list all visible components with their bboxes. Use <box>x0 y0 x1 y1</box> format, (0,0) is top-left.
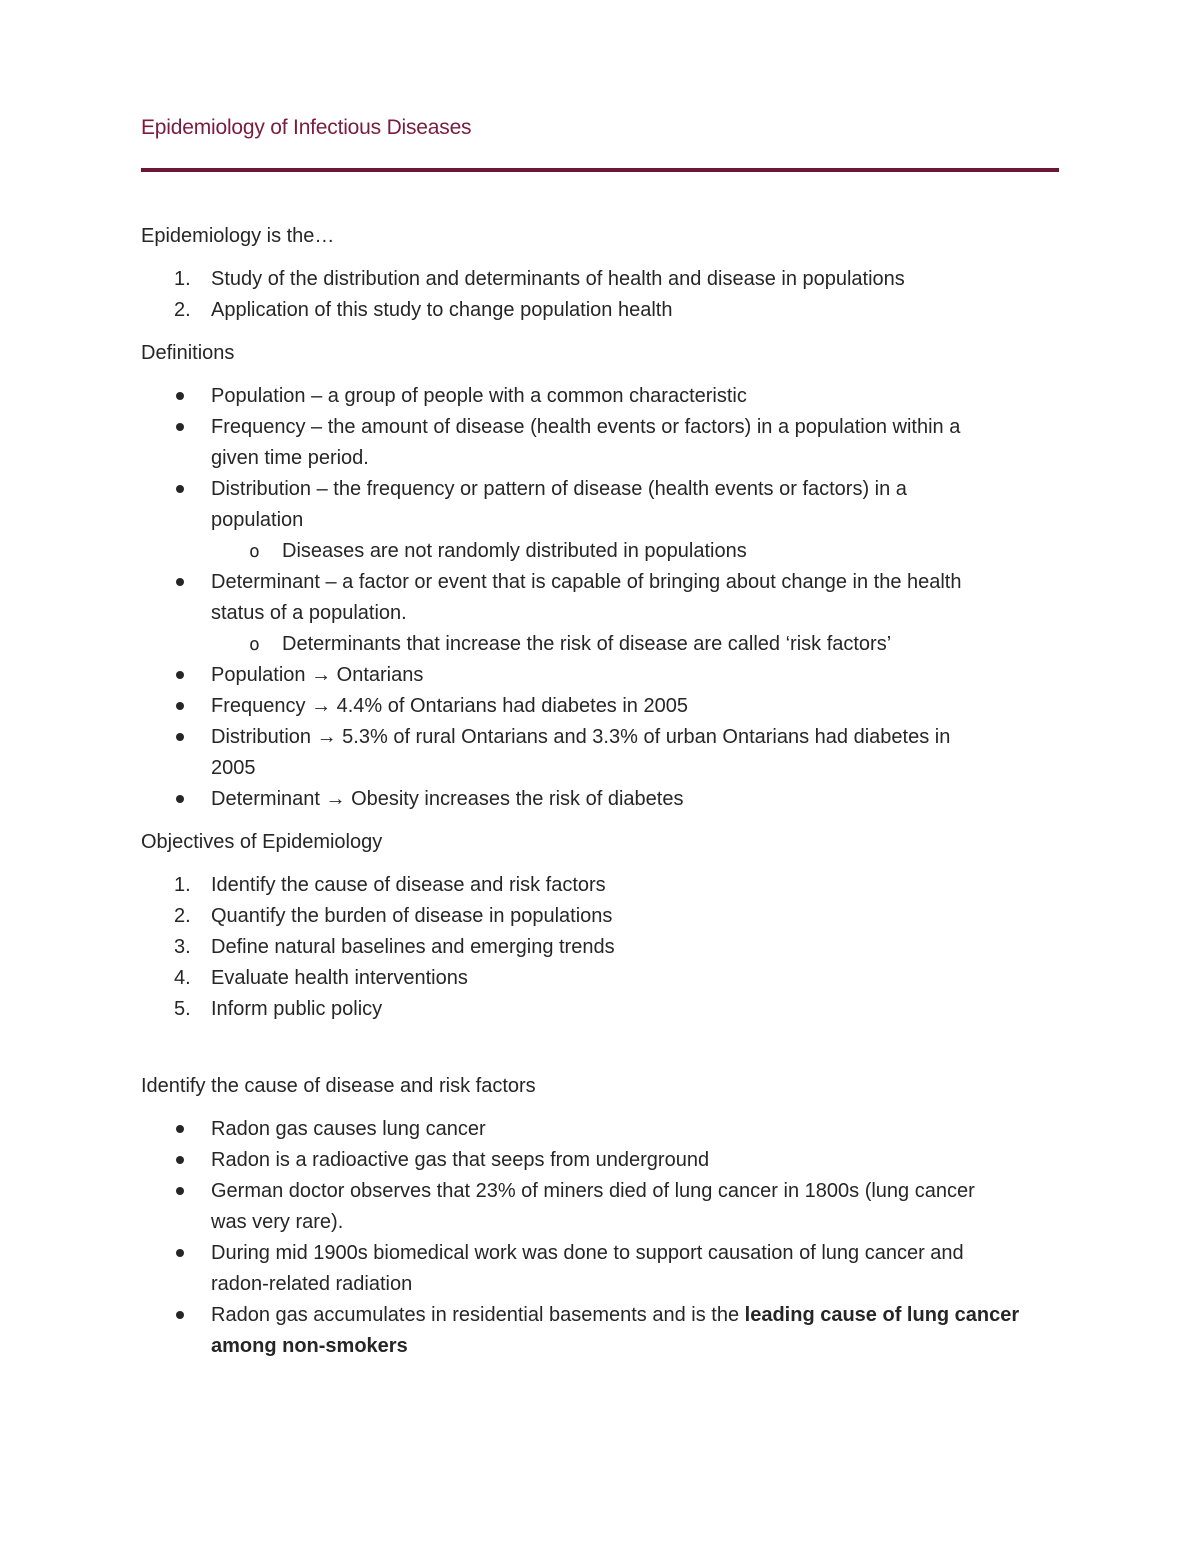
document-title: Epidemiology of Infectious Diseases <box>141 116 472 139</box>
hollow-bullet-icon: o <box>249 541 260 562</box>
list-number: 4. <box>174 967 191 989</box>
bold-emphasis: leading cause of lung cancer <box>744 1304 1020 1326</box>
definitions-bullet-list <box>141 381 1061 815</box>
list-item: Radon gas accumulates in residential basements and is the leading cause of lung cancer among non-smokers <box>211 1304 1020 1357</box>
intro-numbered-list <box>141 264 1061 326</box>
list-item: Population → Ontarians <box>211 664 424 686</box>
arrow-right-icon: → <box>311 664 332 686</box>
document-body <box>141 221 1061 1362</box>
identify-bullet-list <box>141 1114 1061 1362</box>
objectives-heading: Objectives of Epidemiology <box>141 831 383 853</box>
list-item: Radon is a radioactive gas that seeps from underground <box>211 1149 710 1171</box>
list-number: 1. <box>174 268 191 290</box>
list-item: 2. Application of this study to change population health <box>141 295 1061 326</box>
list-item: Frequency – the amount of disease (health events or factors) in a population within a given time period. <box>211 416 961 469</box>
list-item: Determinant – a factor or event that is capable of bringing about change in the health status of a population. <box>211 571 962 624</box>
list-number: 2. <box>174 905 191 927</box>
list-number: 2. <box>174 299 191 321</box>
arrow-right-icon: → <box>311 695 332 717</box>
list-item: 5. Inform public policy <box>141 994 1061 1025</box>
identify-heading: Identify the cause of disease and risk factors <box>141 1075 536 1097</box>
sub-list-item: o Determinants that increase the risk of disease are called ‘risk factors’ <box>141 629 1061 660</box>
list-item: 1. Study of the distribution and determinants of health and disease in populations <box>141 264 1061 295</box>
list-item: Determinant → Obesity increases the risk of diabetes <box>211 788 684 810</box>
list-item: German doctor observes that 23% of miners died of lung cancer in 1800s (lung cancer was very rare). <box>211 1180 975 1233</box>
list-item: Distribution → 5.3% of rural Ontarians and 3.3% of urban Ontarians had diabetes in 2005 <box>211 726 951 779</box>
list-item: 1. Identify the cause of disease and risk factors <box>141 870 1061 901</box>
sub-list-item: o Diseases are not randomly distributed in populations <box>141 536 1061 567</box>
list-item: Distribution – the frequency or pattern of disease (health events or factors) in a population <box>211 478 907 531</box>
list-item: Frequency → 4.4% of Ontarians had diabetes in 2005 <box>211 695 688 717</box>
arrow-right-icon: → <box>325 788 346 810</box>
list-item: 2. Quantify the burden of disease in populations <box>141 901 1061 932</box>
definitions-heading: Definitions <box>141 342 235 364</box>
bold-emphasis: among non-smokers <box>211 1335 408 1357</box>
intro-heading: Epidemiology is the… <box>141 225 335 247</box>
list-number: 5. <box>174 998 191 1020</box>
list-item: Radon gas causes lung cancer <box>211 1118 486 1140</box>
hollow-bullet-icon: o <box>249 634 260 655</box>
list-item: Population – a group of people with a common characteristic <box>211 385 747 407</box>
list-item: During mid 1900s biomedical work was done to support causation of lung cancer and radon-related radiation <box>211 1242 964 1295</box>
arrow-right-icon: → <box>316 726 337 748</box>
title-underline-rule <box>141 168 1059 172</box>
list-item: 3. Define natural baselines and emerging trends <box>141 932 1061 963</box>
list-item: 4. Evaluate health interventions <box>141 963 1061 994</box>
list-number: 1. <box>174 874 191 896</box>
list-number: 3. <box>174 936 191 958</box>
objectives-numbered-list <box>141 870 1061 1025</box>
